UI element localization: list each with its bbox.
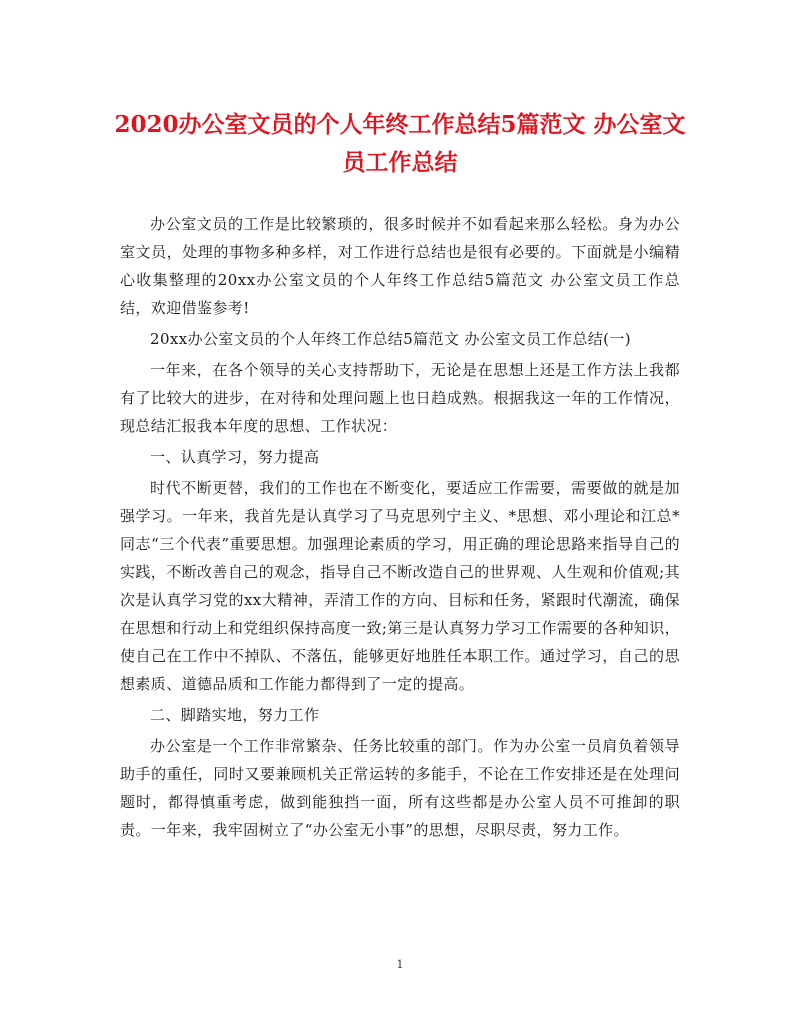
heading-work: 二、脚踏实地，努力工作 bbox=[150, 706, 320, 724]
paragraph-study: 时代不断更替，我们的工作也在不断变化，要适应工作需要，需要做的就是加强学习。一年来，我首先是认真学习了马克思列宁主义、*思想、邓小理论和江总*同志“三个代表”重要思想。加强理论素质的学习，用正确的理论思路来指导自己的实践，不断改善自己的观念，指导自己不断改造自己的世界观、人生观和价值观;其次是认真学习党的xx大精神，弄清工作的方向、目标和任务，紧跟时代潮流，确保在思想和行动上和党组织保持高度一致;第三是认真努力学习工作需要的各种知识，使自己在工作中不掉队、不落伍，能够更好地胜任本职工作。通过学习，自己的思想素质、道德品质和工作能力都得到了一定的提高。 bbox=[120, 479, 680, 693]
paragraph-section-heading: 20xx办公室文员的个人年终工作总结5篇范文 办公室文员工作总结(一) bbox=[150, 330, 632, 348]
paragraph-intro: 办公室文员的工作是比较繁琐的，很多时候并不如看起来那么轻松。身为办公室文员，处理的事物多种多样，对工作进行总结也是很有必要的。下面就是小编精心收集整理的20xx办公室文员的个人年终工作总结5篇范文 办公室文员工作总结，欢迎借鉴参考! bbox=[120, 215, 680, 317]
page-number: 1 bbox=[396, 958, 404, 971]
document-body bbox=[120, 210, 680, 847]
paragraph-work: 办公室是一个工作非常繁杂、任务比较重的部门。作为办公室一员肩负着领导助手的重任，同时又要兼顾机关正常运转的多能手，不论在工作安排还是在处理问题时，都得慎重考虑，做到能独挡一面，所有这些都是办公室人员不可推卸的职责。一年来，我牢固树立了“办公室无小事”的思想，尽职尽责，努力工作。 bbox=[120, 737, 680, 839]
heading-study: 一、认真学习，努力提高 bbox=[150, 448, 320, 466]
document-title: 2020办公室文员的个人年终工作总结5篇范文 办公室文员工作总结 bbox=[114, 111, 686, 176]
paragraph-overview: 一年来，在各个领导的关心支持帮助下，无论是在思想上还是工作方法上我都有了比较大的进步，在对待和处理问题上也日趋成熟。根据我这一年的工作情况，现总结汇报我本年度的思想、工作状况： bbox=[120, 361, 680, 435]
